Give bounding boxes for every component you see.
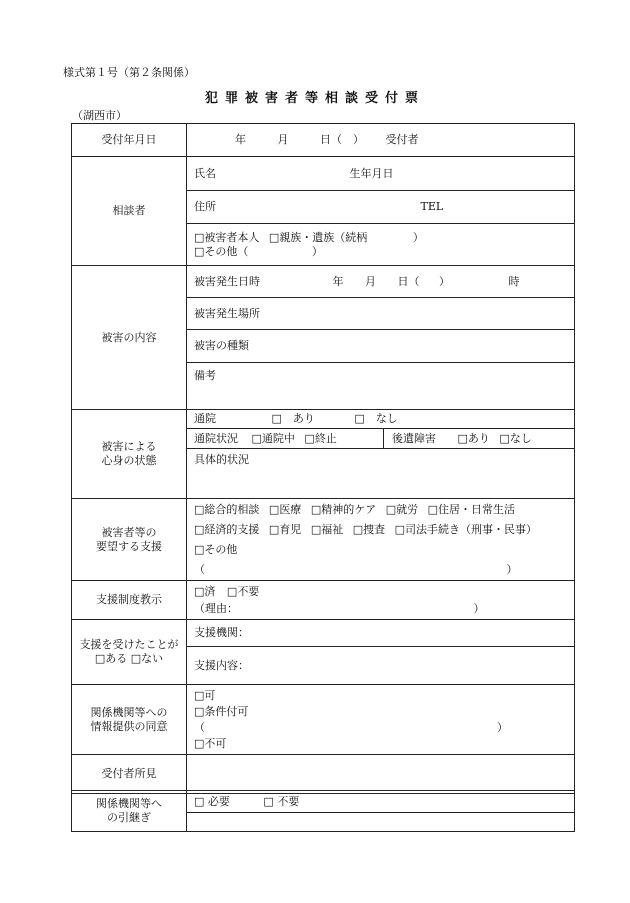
handover-unneeded-checkbox[interactable]: □ 不要 bbox=[263, 795, 299, 808]
birthdate-label: 生年月日 bbox=[349, 166, 394, 180]
received-yes-checkbox[interactable]: □ ある bbox=[95, 652, 127, 665]
damage-day: 日（ bbox=[397, 274, 420, 288]
form-title: 犯罪被害者等相談受付票 bbox=[204, 91, 425, 106]
reception-month: 月 bbox=[277, 133, 289, 146]
name-label: 氏名 bbox=[194, 166, 216, 180]
after-no-checkbox[interactable]: □ なし bbox=[499, 432, 531, 445]
damage-notes-field[interactable]: 備考 bbox=[187, 363, 575, 410]
support-option-legal[interactable]: □ 司法手続き（刑事・民事） bbox=[395, 523, 537, 536]
support-option-0[interactable]: □ 総合的相談 bbox=[194, 503, 259, 516]
support-option-2[interactable]: □ 精神的ケア bbox=[311, 503, 376, 516]
damage-datetime-field[interactable] bbox=[187, 266, 575, 298]
support-option-4[interactable]: □ 住居・日常生活 bbox=[428, 503, 515, 516]
hospital-label: 通院 bbox=[194, 412, 216, 425]
receiver-label: 受付者 bbox=[385, 133, 419, 146]
hospital-yes-checkbox[interactable]: □ あり bbox=[272, 412, 315, 425]
support-label: 被害者等の 要望する支援 bbox=[72, 499, 187, 581]
remarks-field[interactable] bbox=[187, 755, 575, 794]
reception-day: 日（ ） bbox=[320, 133, 364, 146]
system-field: □ 済 □ 不要 （理由： ） bbox=[187, 581, 575, 620]
support-option-3[interactable]: □ 就労 bbox=[386, 503, 418, 516]
consultant-name-field[interactable] bbox=[187, 157, 575, 191]
consultant-address-field[interactable] bbox=[187, 191, 575, 224]
received-no-checkbox[interactable]: □ ない bbox=[131, 652, 163, 665]
city-name: （湖西市） bbox=[72, 109, 127, 122]
reception-field[interactable] bbox=[187, 124, 575, 157]
handover-options bbox=[187, 791, 575, 813]
damage-type-field[interactable]: 被害の種類 bbox=[187, 330, 575, 363]
support-option-6[interactable]: □ 育児 bbox=[269, 523, 301, 536]
consent-conditional-checkbox[interactable]: □ 条件付可 bbox=[194, 704, 574, 720]
support-options: □ 総合的相談 □ 医療 □ 精神的ケア □ 就労 □ 住居・日常生活 □ 経済的支援 □ 育児 □ 福祉 □ 捜査 □ 司法手続き（刑事・民事） □ その他 （ ） bbox=[187, 499, 575, 581]
hospital-status-field: 通院状況 □ 通院中 □ 終止 後遺障害 □ あり □ なし bbox=[187, 429, 575, 449]
other-close: ） bbox=[311, 244, 323, 258]
damage-month: 月 bbox=[365, 274, 376, 288]
hospital-field bbox=[187, 410, 575, 429]
support-option-8[interactable]: □ 捜査 bbox=[353, 523, 385, 536]
damage-label: 被害の内容 bbox=[72, 266, 187, 410]
after-yes-checkbox[interactable]: □ あり bbox=[458, 432, 490, 445]
remarks-label: 受付者所見 bbox=[72, 755, 187, 794]
support-option-5[interactable]: □ 経済的支援 bbox=[194, 523, 259, 536]
address-label: 住所 bbox=[194, 200, 216, 213]
reception-year: 年 bbox=[235, 133, 246, 146]
ended-checkbox[interactable]: □ 終止 bbox=[304, 432, 336, 445]
handover-detail-field[interactable] bbox=[187, 813, 575, 832]
condition-detail-field[interactable]: 具体的状況 bbox=[187, 449, 575, 499]
support-org-field[interactable]: 支援機関： bbox=[187, 620, 575, 647]
other-checkbox[interactable]: □ その他（ bbox=[194, 245, 248, 258]
family-checkbox[interactable]: □ 親族・遺族（続柄 bbox=[269, 231, 367, 244]
handover-label: 関係機関等へ の引継ぎ bbox=[72, 791, 187, 832]
consultant-relation-field bbox=[187, 224, 575, 266]
support-option-other[interactable]: □ その他 bbox=[194, 543, 237, 556]
handover-need-checkbox[interactable]: □ 必要 bbox=[194, 795, 230, 808]
received-label: 支援を受けたことが □ ある □ ない bbox=[72, 620, 187, 685]
handover-table bbox=[71, 790, 575, 832]
hospital-no-checkbox[interactable]: □ なし bbox=[354, 412, 397, 425]
damage-place-field[interactable]: 被害発生場所 bbox=[187, 298, 575, 330]
reception-row bbox=[72, 124, 575, 157]
reception-label: 受付年月日 bbox=[72, 124, 187, 157]
ongoing-checkbox[interactable]: □ 通院中 bbox=[252, 432, 295, 445]
victim-checkbox[interactable]: □ 被害者本人 bbox=[194, 231, 259, 244]
damage-hour: 時 bbox=[508, 274, 520, 288]
consent-field: □ 可 □ 条件付可 （ ） □ 不可 bbox=[187, 685, 575, 755]
support-option-1[interactable]: □ 医療 bbox=[269, 503, 301, 516]
system-unneeded-checkbox[interactable]: □ 不要 bbox=[227, 585, 259, 598]
damage-year: 年 bbox=[332, 274, 344, 288]
system-label: 支援制度教示 bbox=[72, 581, 187, 620]
form-number: 様式第１号（第２条関係） bbox=[63, 66, 195, 79]
consent-ng-checkbox[interactable]: □ 不可 bbox=[194, 736, 574, 752]
consent-ok-checkbox[interactable]: □ 可 bbox=[194, 688, 574, 704]
system-done-checkbox[interactable]: □ 済 bbox=[194, 585, 215, 598]
consultant-label: 相談者 bbox=[72, 157, 187, 266]
damage-datetime-label: 被害発生日時 bbox=[194, 274, 260, 288]
consultation-form-table bbox=[71, 123, 575, 794]
consent-label: 関係機関等への 情報提供の同意 bbox=[72, 685, 187, 755]
tel-label: TEL bbox=[420, 200, 444, 213]
condition-label: 被害による 心身の状態 bbox=[72, 410, 187, 499]
support-content-field[interactable]: 支援内容： bbox=[187, 647, 575, 685]
family-close: ） bbox=[412, 230, 424, 244]
system-reason-label: （理由： bbox=[194, 602, 238, 615]
support-option-7[interactable]: □ 福祉 bbox=[311, 523, 343, 536]
damage-day-close: ） bbox=[439, 274, 450, 288]
